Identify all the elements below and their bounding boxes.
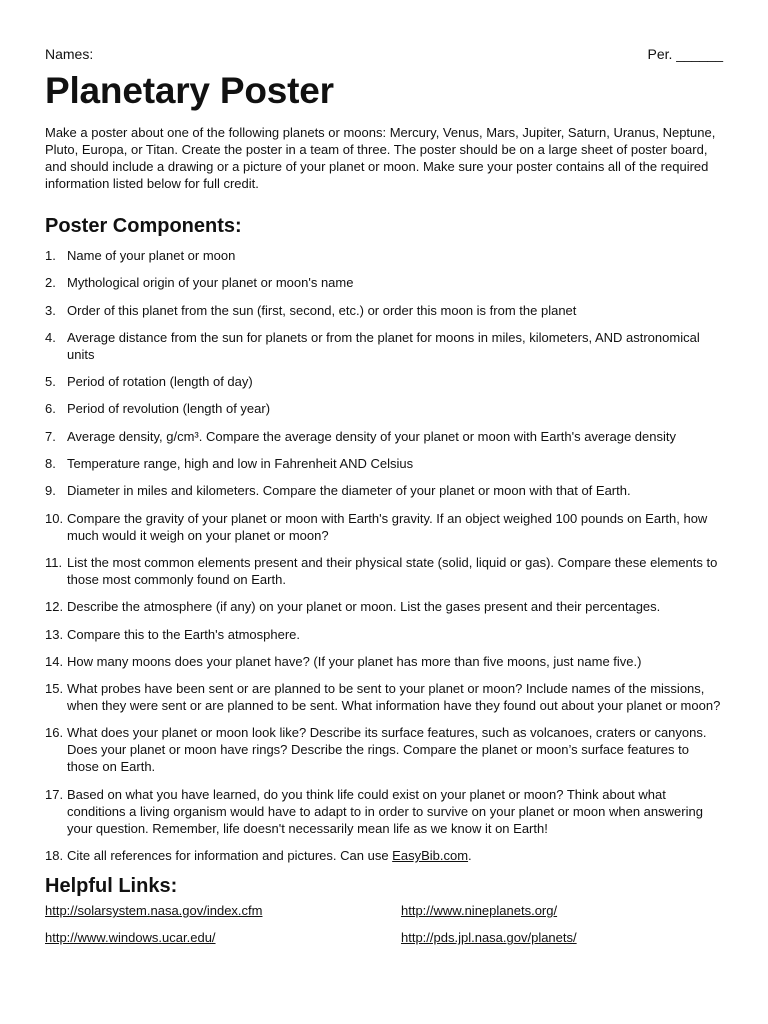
item-number: 4. [45, 329, 56, 345]
link-pds-jpl[interactable]: http://pds.jpl.nasa.gov/planets/ [401, 930, 577, 946]
item-number: 14. [45, 653, 64, 669]
item-number: 17. [45, 786, 64, 802]
list-item [45, 510, 723, 544]
list-item [45, 847, 723, 864]
list-item [45, 598, 723, 615]
item-18-text: Cite all references for information and pictures. Can use [67, 848, 393, 864]
item-text: List the most common elements present and their physical state (solid, liquid or gas). Compare these elements to those most commonly found on Earth. [67, 554, 718, 587]
item-number: 7. [45, 428, 56, 444]
item-number: 18. [45, 848, 64, 864]
item-number: 2. [45, 275, 56, 291]
item-text: Diameter in miles and kilometers. Compare the diameter of your planet or moon with that of Earth. [67, 483, 631, 499]
item-text: Compare this to the Earth's atmosphere. [67, 626, 300, 642]
header-row [45, 44, 723, 64]
components-list [45, 247, 723, 864]
list-item [45, 482, 723, 499]
names-label: Names: [45, 46, 94, 62]
item-number: 8. [45, 456, 56, 472]
worksheet-page [45, 44, 723, 946]
list-item [45, 274, 723, 291]
list-item [45, 554, 723, 588]
list-item [45, 247, 723, 264]
item-text: Average distance from the sun for planets or from the planet for moons in miles, kilometers, AND astronomical units [67, 329, 700, 362]
item-text: What probes have been sent or are planned to be sent to your planet or moon? Include names of the missions, when they were sent or are planned to be sent. What information have they found out about your planet or moon? [67, 681, 721, 714]
list-item [45, 373, 723, 390]
link-windows-ucar[interactable]: http://www.windows.ucar.edu/ [45, 930, 216, 946]
list-item [45, 786, 723, 837]
item-text: Name of your planet or moon [67, 248, 236, 263]
list-item [45, 302, 723, 319]
item-text: Period of rotation (length of day) [67, 374, 253, 390]
item-text: What does your planet or moon look like? Describe its surface features, such as volcanoes, craters or canyons. Does your planet or moon have rings? Describe the rings. Compare the planet or moon’s surface features to those on Earth. [67, 725, 707, 775]
item-number: 11. [45, 554, 63, 570]
item-text: Describe the atmosphere (if any) on your planet or moon. List the gases present and their percentages. [67, 599, 661, 615]
easybib-link[interactable]: EasyBib.com [392, 848, 469, 864]
item-number: 13. [45, 626, 64, 642]
item-18-period: . [468, 848, 472, 864]
intro-paragraph: Make a poster about one of the following planets or moons: Mercury, Venus, Mars, Jupiter, Saturn, Uranus, Neptune, Pluto, Europa, or Titan. Create the poster in a team of three. The poster should be on a large sheet of poster board, and should include a drawing or a picture of your planet or moon. Make sure your poster contains all of the required information listed below for full credit. [45, 125, 716, 191]
link-nineplanets[interactable]: http://www.nineplanets.org/ [401, 903, 558, 919]
helpful-links-heading: Helpful Links: [45, 875, 178, 898]
page-title: Planetary Poster [45, 70, 334, 111]
item-text: Period of revolution (length of year) [67, 401, 271, 417]
list-item [45, 680, 723, 714]
item-text: Compare the gravity of your planet or moon with Earth's gravity. If an object weighed 100 pounds on Earth, how much would it weigh on your planet or moon? [67, 510, 708, 543]
list-item [45, 428, 723, 445]
item-number: 6. [45, 401, 56, 417]
item-text: Mythological origin of your planet or moon's name [67, 275, 354, 291]
item-text: Average density, g/cm³. Compare the average density of your planet or moon with Earth's average density [67, 428, 676, 444]
item-number: 15. [45, 681, 64, 697]
item-text [67, 847, 723, 864]
item-number: 12. [45, 599, 64, 615]
item-text: Temperature range, high and low in Fahrenheit AND Celsius [67, 456, 414, 472]
link-nasa-solarsystem[interactable]: http://solarsystem.nasa.gov/index.cfm [45, 903, 263, 919]
item-number: 16. [45, 725, 64, 741]
period-label: Per. ______ [647, 46, 723, 62]
list-item [45, 455, 723, 472]
list-item [45, 626, 723, 643]
item-number: 9. [45, 483, 56, 499]
item-number: 5. [45, 374, 56, 390]
components-heading: Poster Components: [45, 215, 242, 237]
item-text: How many moons does your planet have? (If your planet has more than five moons, just name five.) [67, 653, 642, 669]
list-item [45, 400, 723, 417]
item-text: Based on what you have learned, do you think life could exist on your planet or moon? Think about what conditions a living organism would have to adapt to in order to survive on your planet or moon when answering your question. Remember, life doesn't necessarily mean life as we know it on Earth! [67, 786, 703, 836]
item-text: Order of this planet from the sun (first, second, etc.) or order this moon is from the planet [67, 302, 577, 318]
helpful-links-grid [45, 902, 723, 946]
list-item [45, 724, 723, 775]
item-number: 3. [45, 302, 56, 318]
list-item [45, 329, 723, 363]
item-number: 1. [45, 248, 56, 263]
item-number: 10. [45, 510, 64, 526]
list-item [45, 653, 723, 670]
